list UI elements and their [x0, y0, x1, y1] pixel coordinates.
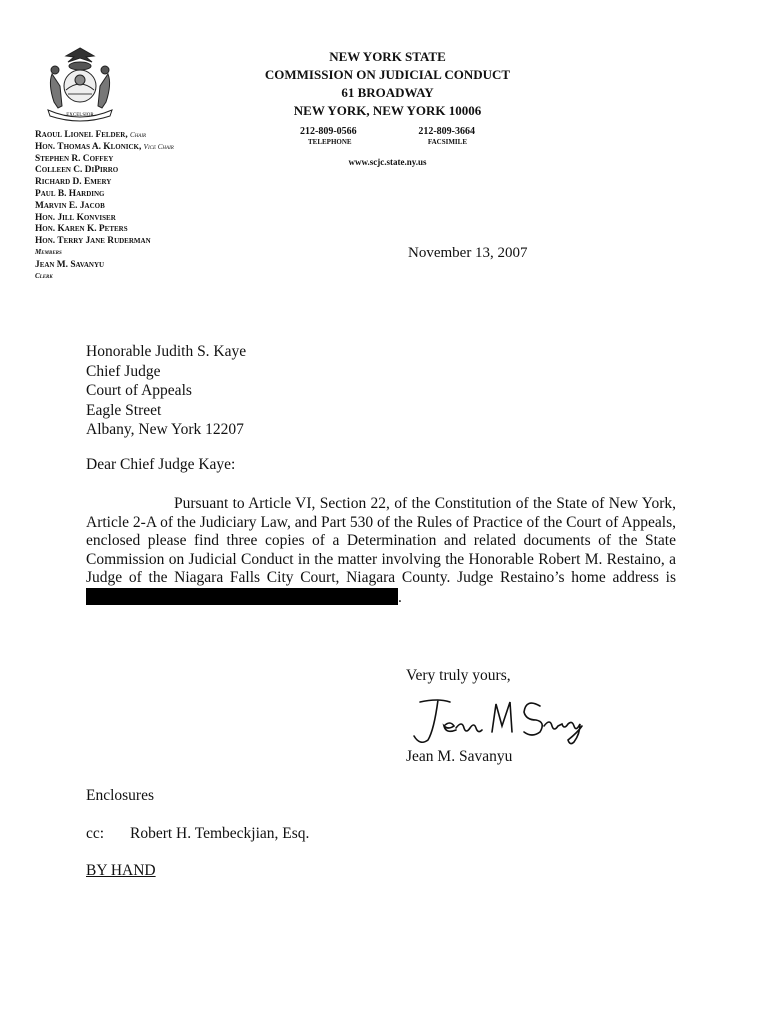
website: www.scjc.state.ny.us — [348, 157, 427, 167]
body-text: Pursuant to Article VI, Section 22, of the Constitution of the State of New York, Article 2-A of the Judiciary Law, and Part 530 of the Rules of Practice of the Court of Appeals, enclosed please find three copies of a Determination and related documents of the State Commission on Judicial Conduct in the matter involving the Honorable Robert M. Restaino, a Judge of the Niagara Falls City Court, Niagara County. Judge Restaino’s home address is — [86, 495, 676, 587]
recipient-address — [86, 342, 246, 440]
recipient-line: Eagle Street — [86, 401, 162, 419]
cc-label: cc: — [86, 825, 105, 842]
state-seal-icon — [38, 44, 122, 122]
member-item: Stephen R. Coffey — [35, 153, 114, 164]
clerk-name: Jean M. Savanyu — [35, 259, 105, 270]
org-name-line2: COMMISSION ON JUDICIAL CONDUCT — [264, 67, 511, 82]
telephone-number: 212-809-0566 — [300, 126, 357, 137]
fax-label: FACSIMILE — [427, 138, 467, 146]
org-name-line1: NEW YORK STATE — [329, 49, 446, 64]
member-item: Marvin E. Jacob — [35, 200, 105, 211]
member-item: Paul B. Harding — [35, 188, 105, 199]
members-list — [35, 130, 174, 284]
org-street: 61 BROADWAY — [341, 85, 434, 100]
members-label: Members — [35, 247, 62, 256]
member-item: Hon. Terry Jane Ruderman — [35, 236, 151, 247]
member-item: Raoul Lionel Felder, Chair — [35, 130, 147, 140]
closing: Very truly yours, — [406, 667, 511, 684]
salutation: Dear Chief Judge Kaye: — [86, 456, 236, 473]
letter-date: November 13, 2007 — [408, 245, 528, 261]
member-item: Richard D. Emery — [35, 177, 112, 188]
enclosures-note: Enclosures — [86, 787, 155, 804]
signer-name: Jean M. Savanyu — [406, 748, 513, 765]
member-item: Hon. Thomas A. Klonick, Vice Chair — [35, 141, 174, 152]
svg-text:EXCELSIOR: EXCELSIOR — [66, 113, 94, 118]
delivery-method: BY HAND — [86, 862, 156, 879]
org-city: NEW YORK, NEW YORK 10006 — [293, 103, 482, 118]
letter-body: Pursuant to Article VI, Section 22, of the Constitution of the State of New York, Article 2-A of the Judiciary Law, and Part 530 of the Rules of Practice of the Court of Appeals, enclosed please find three copies of a Determination and related documents of the State Commission on Judicial Conduct in the matter involving the Honorable Robert M. Restaino, a Judge of the Niagara Falls City Court, Niagara County. Judge Restaino’s home address is . — [86, 495, 676, 606]
clerk-label: Clerk — [35, 271, 53, 280]
cc-name: Robert H. Tembeckjian, Esq. — [130, 825, 310, 842]
recipient-line: Chief Judge — [86, 362, 161, 380]
fax-number: 212-809-3664 — [418, 126, 475, 137]
telephone-label: TELEPHONE — [308, 138, 352, 146]
recipient-line: Albany, New York 12207 — [86, 421, 244, 438]
member-item: Hon. Jill Konviser — [35, 212, 116, 223]
member-item: Colleen C. DiPirro — [35, 165, 119, 176]
signature — [400, 692, 600, 750]
cc-line — [86, 825, 309, 843]
letterhead — [255, 48, 520, 120]
recipient-line: Honorable Judith S. Kaye — [86, 343, 247, 360]
member-item: Hon. Karen K. Peters — [35, 224, 128, 235]
redacted-address — [86, 588, 398, 605]
contact-numbers — [300, 126, 475, 146]
recipient-line: Court of Appeals — [86, 382, 192, 399]
